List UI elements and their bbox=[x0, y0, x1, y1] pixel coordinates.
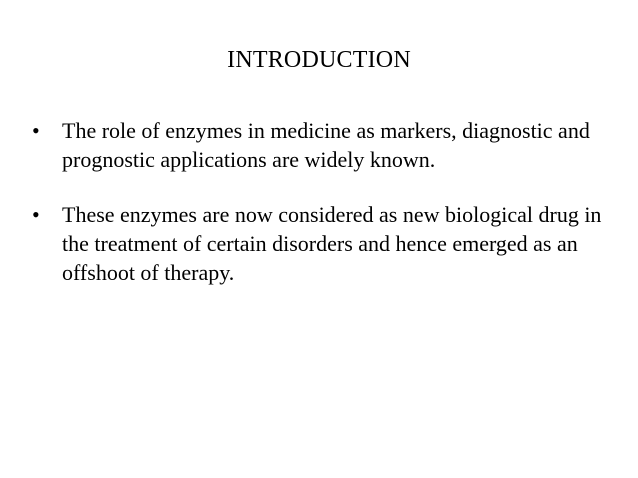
bullet-item bbox=[28, 200, 618, 287]
bullet-list bbox=[28, 116, 618, 313]
bullet-dot-icon: • bbox=[32, 202, 40, 227]
bullet-text: These enzymes are now considered as new biological drug in the treatment of certain disorders and hence emerged as an offshoot of therapy. bbox=[62, 202, 602, 285]
bullet-dot-icon: • bbox=[32, 118, 40, 143]
slide-title: INTRODUCTION bbox=[227, 47, 411, 73]
bullet-item bbox=[28, 116, 618, 174]
bullet-text: The role of enzymes in medicine as markers, diagnostic and prognostic applications are widely known. bbox=[62, 118, 590, 172]
